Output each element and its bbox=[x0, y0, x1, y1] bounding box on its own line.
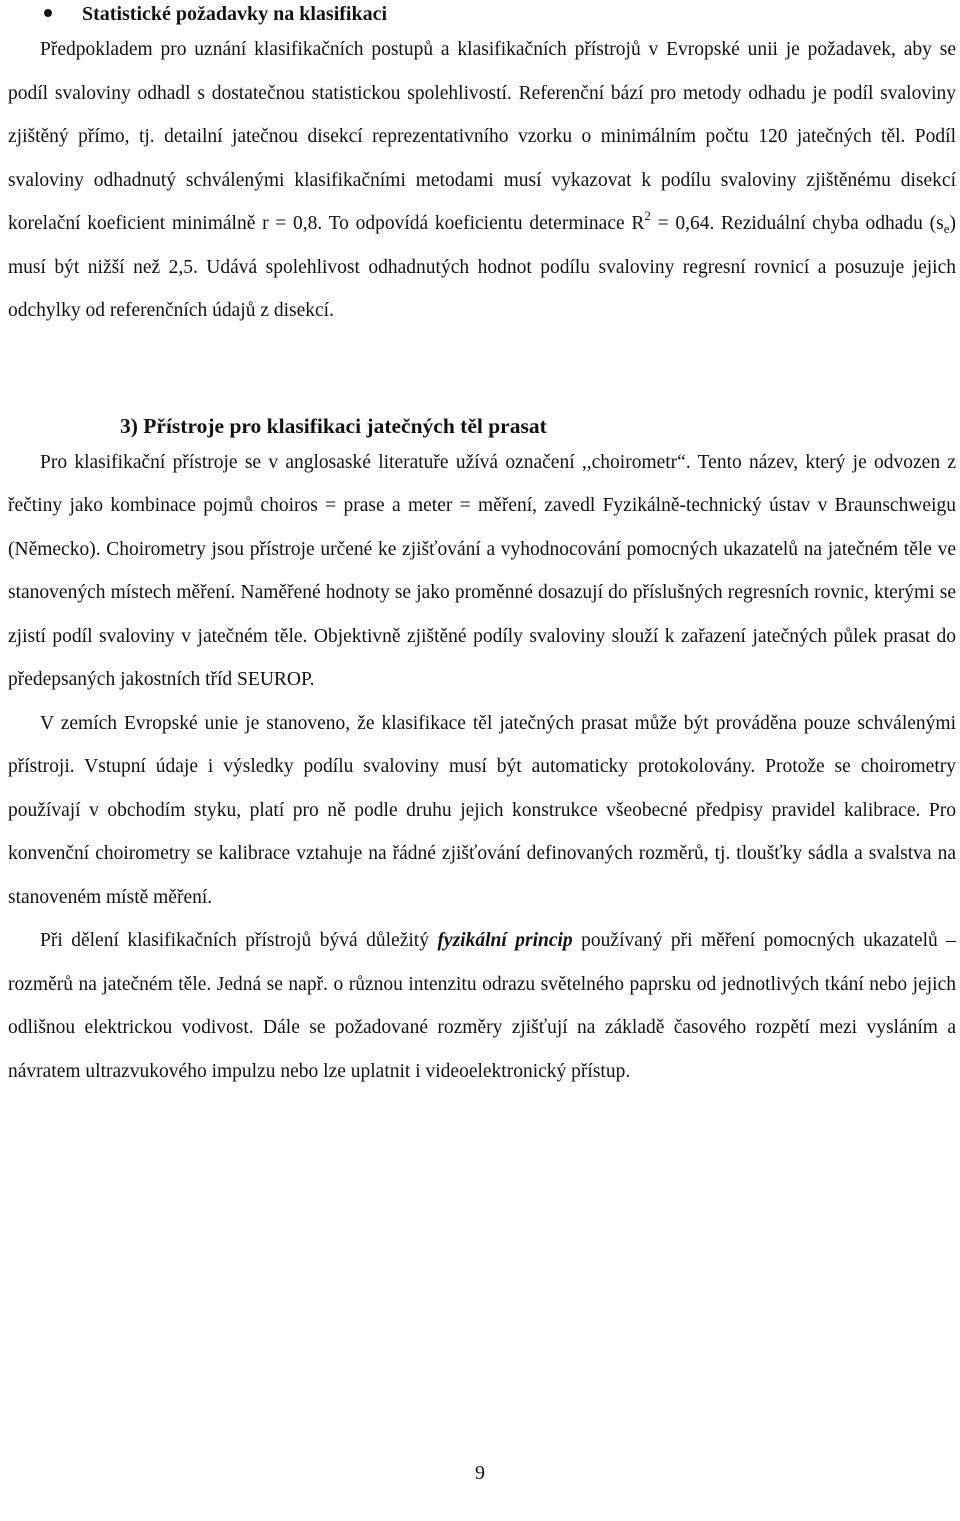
emphasis-physical-principle: fyzikální princip bbox=[437, 930, 573, 951]
bullet-heading bbox=[8, 0, 956, 28]
page-number: 9 bbox=[475, 1462, 485, 1484]
heading-text: Statistické požadavky na klasifikaci bbox=[82, 3, 388, 25]
paragraph1-part1: Předpokladem pro uznání klasifikačních postupů a klasifikačních přístrojů v Evropské unii je požadavek, aby se podíl svaloviny odhadl s dostatečnou statistickou spolehlivostí. Referenční bází pro metody odhadu je podíl svaloviny zjištěný přímo, tj. detailní jatečnou disekcí reprezentativního vzorku o minimálním počtu 120 jatečných těl. Podíl svaloviny odhadnutý schválenými klasifikačními metodami musí vykazovat k podílu svaloviny zjištěnému disekcí korelační koeficient minimálně r = 0,8. To odpovídá koeficientu determinace R bbox=[8, 39, 956, 234]
subscript-e: e bbox=[943, 221, 950, 236]
paragraph-statistics bbox=[8, 28, 956, 333]
document-page bbox=[8, 0, 956, 1093]
bullet-icon bbox=[44, 9, 52, 17]
paragraph-physical-principle bbox=[8, 919, 956, 1093]
paragraph-eu-approval: V zemích Evropské unie je stanoveno, že klasifikace těl jatečných prasat může být prováděna pouze schválenými přístroji. Vstupní údaje i výsledky podílu svaloviny musí být automaticky protokolovány. Protože se choirometry používají v obchodím styku, platí pro ně podle druhu jejich konstrukce všeobecné předpisy pravidel kalibrace. Pro konvenční choirometry se kalibrace vztahuje na řádné zjišťování definovaných rozměrů, tj. tloušťky sádla a svalstva na stanoveném místě měření. bbox=[8, 712, 956, 908]
paragraph4-part2: používaný při měření pomocných ukazatelů – rozměrů na jatečném těle. Jedná se např. o různou intenzitu odrazu světelného paprsku od jednotlivých tkání nebo jejich odlišnou elektrickou vodivost. Dále se požadované rozměry zjišťují na základě časového rozpětí mezi vysláním a návratem ultrazvukového impulzu nebo lze uplatnit i videoelektronický přístup. bbox=[8, 930, 957, 1082]
superscript-2: 2 bbox=[644, 208, 651, 223]
paragraph4-part1: Při dělení klasifikačních přístrojů bývá důležitý bbox=[40, 930, 438, 951]
section-title: 3) Přístroje pro klasifikaci jatečných těl prasat bbox=[120, 413, 547, 438]
paragraph1-part3: ) musí být nižší než 2,5. Udává spolehlivost odhadnutých hodnot podílu svaloviny regresní rovnicí a posuzuje jejich odchylky od referenčních údajů z disekcí. bbox=[8, 213, 956, 321]
paragraph-choirometr: Pro klasifikační přístroje se v anglosaské literatuře užívá označení ,,choirometr“. Tento název, který je odvozen z řečtiny jako kombinace pojmů choiros = prase a meter = měření, zavedl Fyzikálně-technický ústav v Braunschweigu (Německo). Choirometry jsou přístroje určené ke zjišťování a vyhodnocování pomocných ukazatelů na jatečném těle ve stanovených místech měření. Naměřené hodnoty se jako proměnné dosazují do příslušných regresních rovnic, kterými se zjistí podíl svaloviny v jatečném těle. Objektivně zjištěné podíly svaloviny slouží k zařazení jatečných půlek prasat do předepsaných jakostních tříd SEUROP. bbox=[8, 451, 956, 690]
paragraph1-part2: = 0,64. Reziduální chyba odhadu (s bbox=[650, 213, 944, 234]
